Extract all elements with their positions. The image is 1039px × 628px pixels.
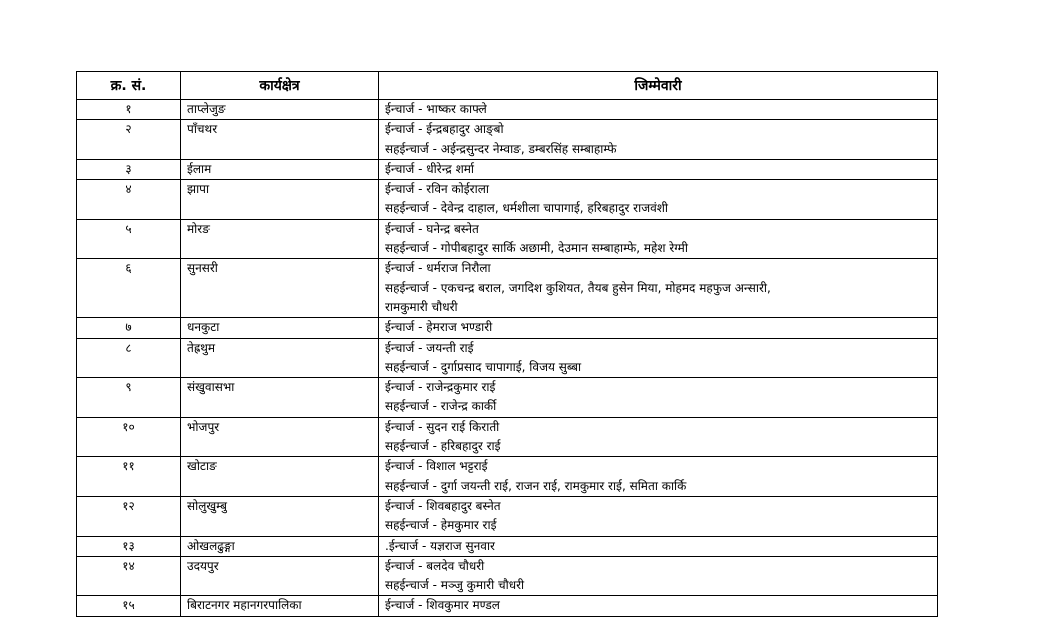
work-area-name: ओखलढुङ्गा	[187, 538, 235, 553]
serial-number: ११	[122, 459, 135, 474]
work-area-name: पाँचथर	[187, 122, 218, 137]
serial-number: ८	[125, 340, 132, 355]
responsibility-cell	[379, 556, 938, 596]
serial-number-cell	[77, 338, 181, 378]
serial-number-cell	[77, 180, 181, 220]
responsibility-line: ईन्चार्ज - भाष्कर काफ्ले	[385, 102, 487, 116]
responsibility-cell	[379, 496, 938, 536]
work-area-cell	[181, 259, 379, 318]
table-row	[77, 338, 938, 378]
serial-number-cell	[77, 318, 181, 338]
responsibility-line: सहईन्चार्ज - एकचन्द्र बराल, जगदिश कुशियत, तैयब हुसेन मिया, मोहमद महफुज अन्सारी,	[385, 280, 771, 295]
serial-number: २	[125, 122, 132, 137]
work-area-header: कार्यक्षेत्र	[181, 72, 379, 100]
responsibility-cell	[379, 338, 938, 378]
work-area-cell	[181, 219, 379, 259]
work-area-name: मोरङ	[187, 221, 210, 236]
responsibility-cell	[379, 219, 938, 259]
serial-number-cell	[77, 556, 181, 596]
table-body	[77, 100, 938, 617]
serial-number: ५	[125, 221, 132, 236]
serial-number: १५	[122, 598, 135, 613]
work-area-name: धनकुटा	[187, 320, 220, 335]
responsibility-line: सहईन्चार्ज - देवेन्द्र दाहाल, धर्मशीला चापागाई, हरिबहादुर राजवंशी	[385, 201, 669, 216]
responsibility-line: .ईन्चार्ज - यज्ञराज सुनवार	[385, 538, 495, 553]
work-area-cell	[181, 338, 379, 378]
work-area-cell	[181, 100, 379, 120]
work-area-name: झापा	[187, 182, 210, 197]
responsibility-line: ईन्चार्ज - हेमराज भण्डारी	[385, 320, 493, 335]
responsibility-cell	[379, 180, 938, 220]
work-area-cell	[181, 120, 379, 160]
serial-number-cell	[77, 496, 181, 536]
responsibility-cell	[379, 120, 938, 160]
table-row	[77, 496, 938, 536]
work-area-cell	[181, 318, 379, 338]
serial-number-cell	[77, 159, 181, 179]
responsibility-line: सहईन्चार्ज - दुर्गाप्रसाद चापागाई, विजय सुब्बा	[385, 359, 582, 374]
responsibility-line: ईन्चार्ज - ईन्द्रबहादुर आङ्बो	[385, 122, 504, 137]
responsibility-line: ईन्चार्ज - शिवकुमार मण्डल	[385, 598, 500, 613]
serial-number: ९	[125, 380, 132, 395]
table-row	[77, 259, 938, 318]
responsibility-line: रामकुमारी चौधरी	[385, 299, 458, 314]
work-area-cell	[181, 496, 379, 536]
work-area-name: सुनसरी	[187, 261, 218, 276]
serial-number-header: क्र. सं.	[77, 72, 181, 100]
serial-number-cell	[77, 100, 181, 120]
work-area-cell	[181, 556, 379, 596]
responsibility-cell	[379, 536, 938, 556]
responsibility-line: ईन्चार्ज - शिवबहादुर बस्नेत	[385, 498, 501, 513]
serial-number: ७	[125, 320, 132, 335]
serial-number-cell	[77, 378, 181, 418]
work-area-name: ताप्लेजुङ	[187, 102, 226, 116]
serial-number: ६	[125, 261, 132, 276]
work-area-name: ईलाम	[187, 161, 212, 176]
work-area-cell	[181, 457, 379, 497]
table-row	[77, 457, 938, 497]
serial-number-cell	[77, 536, 181, 556]
responsibility-cell	[379, 318, 938, 338]
responsibility-cell	[379, 259, 938, 318]
serial-number-cell	[77, 219, 181, 259]
responsibility-line: सहईन्चार्ज - दुर्गा जयन्ती राई, राजन राई, रामकुमार राई, समिता कार्कि	[385, 478, 687, 493]
responsibility-cell	[379, 596, 938, 616]
serial-number-cell	[77, 259, 181, 318]
responsibility-line: सहईन्चार्ज - राजेन्द्र कार्की	[385, 399, 497, 414]
serial-number-cell	[77, 457, 181, 497]
responsibility-line: ईन्चार्ज - घनेन्द्र बस्नेत	[385, 221, 479, 236]
work-area-cell	[181, 378, 379, 418]
responsibility-cell	[379, 378, 938, 418]
table-row	[77, 120, 938, 160]
table-row	[77, 159, 938, 179]
responsibility-line: ईन्चार्ज - धीरेन्द्र शर्मा	[385, 161, 475, 176]
table-row	[77, 596, 938, 616]
responsibility-line: सहईन्चार्ज - अईन्द्रसुन्दर नेम्वाङ, डम्बरसिंह सम्बाहाम्फे	[385, 141, 617, 156]
table-row	[77, 180, 938, 220]
work-area-cell	[181, 596, 379, 616]
responsibility-cell	[379, 457, 938, 497]
responsibility-line: सहईन्चार्ज - मञ्जु कुमारी चौधरी	[385, 578, 525, 593]
serial-number: ३	[125, 161, 132, 176]
serial-number: १३	[122, 538, 135, 553]
table-row	[77, 417, 938, 457]
work-area-cell	[181, 180, 379, 220]
responsibility-line: ईन्चार्ज - रविन कोईराला	[385, 182, 489, 197]
serial-number-cell	[77, 596, 181, 616]
responsibility-table	[76, 71, 938, 617]
work-area-name: सोलुखुम्बु	[187, 498, 227, 513]
work-area-cell	[181, 536, 379, 556]
responsibility-line: सहईन्चार्ज - हरिबहादुर राई	[385, 439, 501, 454]
responsibility-line: ईन्चार्ज - धर्मराज निरौला	[385, 261, 491, 276]
work-area-name: खोटाङ	[187, 459, 217, 474]
work-area-name: भोजपुर	[187, 419, 220, 434]
responsibility-line: सहईन्चार्ज - हेमकुमार राई	[385, 518, 497, 533]
serial-number: १४	[122, 558, 135, 573]
responsibility-line: सहईन्चार्ज - गोपीबहादुर सार्कि अछामी, देउमान सम्बाहाम्फे, महेश रेग्मी	[385, 241, 688, 256]
table-row	[77, 556, 938, 596]
serial-number: १२	[122, 498, 135, 513]
table-header-row	[77, 72, 938, 100]
responsibility-cell	[379, 417, 938, 457]
responsibility-line: ईन्चार्ज - राजेन्द्रकुमार राई	[385, 380, 496, 395]
table-row	[77, 536, 938, 556]
work-area-name: बिराटनगर महानगरपालिका	[187, 598, 302, 613]
responsibility-line: ईन्चार्ज - जयन्ती राई	[385, 340, 474, 355]
table-row	[77, 318, 938, 338]
serial-number-cell	[77, 417, 181, 457]
serial-number-cell	[77, 120, 181, 160]
table-row	[77, 378, 938, 418]
serial-number: १०	[122, 419, 135, 434]
responsibility-cell	[379, 100, 938, 120]
responsibility-cell	[379, 159, 938, 179]
serial-number: ४	[125, 182, 132, 197]
table-row	[77, 100, 938, 120]
table-row	[77, 219, 938, 259]
responsibility-line: ईन्चार्ज - विशाल भट्टराई	[385, 459, 488, 474]
responsibility-line: ईन्चार्ज - सुदन राई किराती	[385, 419, 500, 434]
work-area-name: उदयपुर	[187, 558, 219, 573]
responsibility-line: ईन्चार्ज - बलदेव चौधरी	[385, 558, 485, 573]
work-area-cell	[181, 417, 379, 457]
work-area-cell	[181, 159, 379, 179]
serial-number: १	[125, 102, 132, 116]
responsibility-header: जिम्मेवारी	[379, 72, 938, 100]
work-area-name: तेह्रथुम	[187, 340, 216, 355]
work-area-name: संखुवासभा	[187, 380, 235, 395]
